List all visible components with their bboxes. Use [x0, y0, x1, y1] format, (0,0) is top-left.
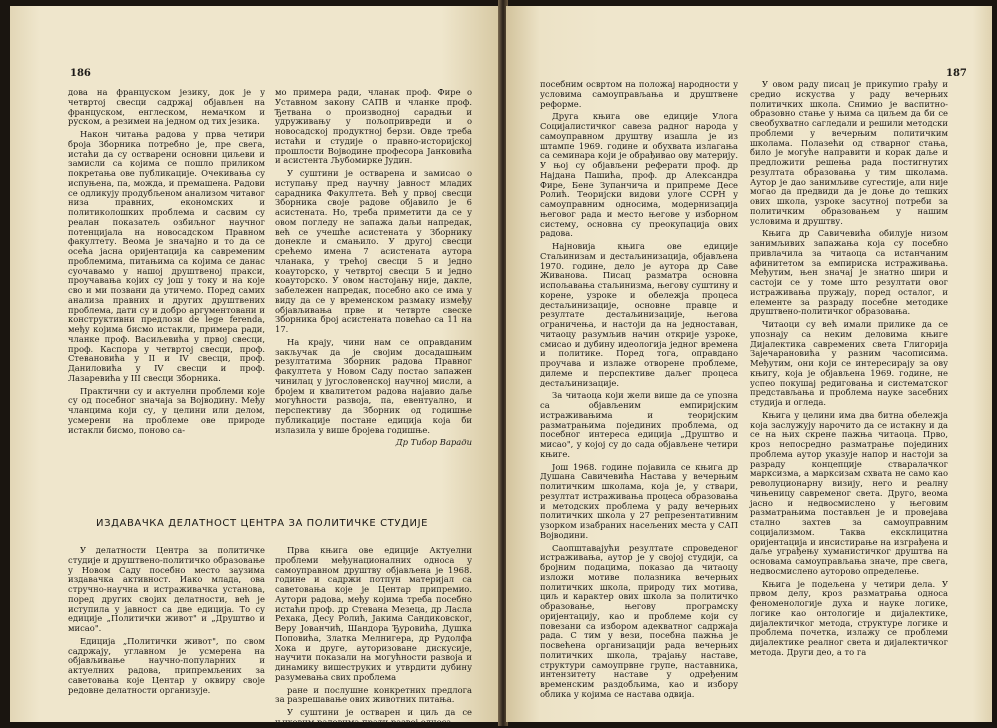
- paragraph: Читаоци су већ имали прилике да се упознају са неким деловима књиге Дијалектика савремених света Глигорија Зајечарановића у разним часописима. Међутим, они који се интересирају за ову књигу, која је објављена 1969. године, не успео покушај редиговања и систематског представљања и проблема науке засебних студија и огледа.: [750, 319, 948, 407]
- paragraph: У суштини је остварена и замисао о иступању пред научну јавност младих сарадника Факултета. Већ у првој свесци Зборника своје радове објавило је 6 асистената. Но, треба приметити да се у овом погледу не запажа даљи напредак, већ се учешће асистената у Зборнику донекле и смањило. У другој свесци срећемо имена 7 асистената аутора чланака, у трећој свесци 5 и једно коауторско, у четвртој свесци 5 и једно коауторско. У овом настојању није, дакле, забележен напредак, посебно ако се има у виду да се у временском размаку између објављивања прве и четврте свеске Зборника број асистената повећао са 11 на 17.: [275, 168, 472, 334]
- paragraph: дова на француском језику, док је у четвртој свесци садржај објављен на француском, енглеском, немачком и руском, а резимеи на једном од тих језика.: [68, 87, 265, 127]
- paragraph: Након читања радова у прва четири броја Зборника потребно је, пре свега, истаћи да су остварени основни циљеви и замисли са којима се пошло приликом покретања ове публикације. Очекивања су испуњена, па, можда, и премашена. Радови се одликују продубљеном анализом читавог низа правних, економских и политиколошких проблема и сасвим су реалан показатељ озбиљног научног потенцијала на новосадском Правном факултету. Веома је значајно и то да се осећа јасна оријентација ка савременим проблемима, питањима са којима се данас суочавамо у нашој друштвеној пракси, проучавања којих су још у току и на које сво и ми позвани да утичемо. Поред самих анализа правних и других друштвених проблема, дати су и добро аргументовани и конструктивни предлози de lege ferenda, међу којима бисмо истакли, примера ради, чланке проф. Васиљевића у првој свесци, проф. Каспора у четвртој свесци, проф. Стевановића у II и IV свесци, проф. Даниловића у IV свесци и проф. Лазаревића у III свесци Зборника.: [68, 129, 265, 383]
- left-top-column-2: [275, 88, 472, 493]
- paragraph: Књига др Савичевића обилује низом занимљивих запажања која су посебно привлачила за читаоца са истанчаним афинитетом за емпириска истраживања. Међутим, њен значај је знатно шири и састоји се у томе што резултати овог истраживања пружају, поред осталог, и елементе за разраду посебне методике друштвено-политичког образовања.: [750, 228, 948, 317]
- paragraph: мо примера ради, чланак проф. Фире о Уставном закону САПВ и чланке проф. Ђетвана о производној сарадњи и удруживању у пољопривреди и о новосадској продуктној берзи. Овде треба истаћи и студије о правно-историјској прошлости Војводине професора Јанковића и асистента Љубомирке Јудин.: [275, 87, 472, 166]
- paragraph: Још 1968. године појавила се књига др Душана Савичевића Настава у вечерњим политичким школама, која је, у ствари, резултат истраживања процеса образовања и методских проблема у раду вечерњих политичких школа у 27 репрезентативним узорком изабраних насељених места у САП Војводини.: [540, 461, 738, 540]
- left-top-column-1: [68, 88, 265, 493]
- right-column-1: [540, 80, 738, 716]
- paragraph: Прва књига ове едиције Актуелни проблеми међунационалних односа у самоуправном друштву објављена је 1968. године и садржи потпун материјал са саветовања које је Центар припремио. Аутори радова, међу којима треба посебно истаћи проф. др Стевана Мезеца, др Ласла Рехака, Десу Ролић, Јакима Сандиковског, Веру Јованчић, Шандора Ђуровића, Душка Поповића, Златка Мелнигера, др Рудолфа Хока и друге, ауторизоване дискусије, научити показали на могућности развоја и динамику вишеструких и утврдити дубину разумевања свих проблема: [275, 545, 472, 682]
- left-page: [10, 6, 500, 727]
- paragraph: Друга књига ове едиције Улога Социјалистичког савеза радног народа у самоуправном друштву изашла је из штампе 1969. године и обухвата излагања са семинара који је обрађивао ову материју. У њој су објављени реферати проф. др Најдана Пашића, проф. др Александра Фире, Бене Зупанчича и припреме Десе Ролић. Теоријски видови улоге ССРН у самоуправним односима, модернизација његовог рада и место његове у изборном систему, основна су преокупација ових радова.: [540, 111, 738, 239]
- paragraph: У делатности Центра за политичке студије и друштвено-политичко образовање у Новом Саду посебно место заузима издавачка активност. Иако млада, ова стручно-научна и истраживачка установа, поред других својих делатности, већ је иступила у јавност са две едиција. То су едиције „Политички живот" и „Друштво и мисао".: [68, 545, 265, 633]
- page-number: 187: [946, 68, 967, 79]
- paragraph: Књига је подељена у четири дела. У првом делу, кроз разматрања односа феноменологије духа и науке логике, логике као онтологије и дијалектике, дијалектичког метода, структуре логике и проблема почетка, излажу се проблеми дијалектике реалног света и дијалектичког метода. Други део, а то га: [750, 578, 948, 657]
- section-heading: ИЗДАВАЧКА ДЕЛАТНОСТ ЦЕНТРА ЗА ПОЛИТИЧКЕ СТУДИЈЕ: [96, 518, 429, 529]
- paragraph: Најновија књига ове едиције Стаљинизам и дестаљинизација, објављена 1970. године, дело је аутора др Саве Живанова. Писац разматра основна испољавања стаљинизма, његову суштину и корене, узроке и обележја процеса дестаљинизације, основне правце и резултате дестаљинизације, његова ограничења, и настоји да на једноставан, читаоцу разумљив начин открије узроке, смисао и дубину идеологија једног времена и политике. Поред тога, оправдано проучава и излаже отворене проблеме, дилеме и перспективе даљег процеса дестаљинизације.: [540, 241, 738, 388]
- paragraph: Едиција „Политички живот", по свом садржају, углавном је усмерена на објављивање научно-популарних и актуелних радова, припремљених за саветовања које Центар у оквиру своје редовне делатности организује.: [68, 635, 265, 695]
- right-column-2: [750, 80, 948, 716]
- paragraph: посебним освртом на положај народности у условима самоуправљања и друштвене реформе.: [540, 79, 738, 109]
- paragraph: У суштини је остварен и циљ да се њиховим радовима прати развој односа: [275, 707, 472, 727]
- paragraph: Практични су и актуелни проблеми које су од посебног значаја за Војводину. Међу чланцима који су, у целини или делом, усмерени на проблеме ове природе истакли бисмо, поново са-: [68, 385, 265, 435]
- paragraph: Саопштавајући резултате спроведеног истраживања, аутор је у својој студији, са бројним подацима, показао да читаоцу изложи мотиве полазника вечерњих политичких школа, природу тих мотива, циљ и карактер ових школа за политичко образовање, његову програмску оријентацију, као и проблеме који су повезани са избором адекватног садржаја рада. С тим у вези, посебна пажња је посвећена организацији рада вечерњих политичких школа, трајању наставе, структури самоупрвне групе, наставника, интензитету наставе у одређеним временским раздобљима, као и избору облика у којима се настава одвија.: [540, 542, 738, 699]
- left-bottom-column-2: [275, 545, 472, 727]
- page-number: 186: [70, 68, 91, 79]
- paragraph: У овом раду писац је прикупио грађу и средио искуства у раду вечерњих политичких школа. Снимио је васпитно-образовно стање у њима са циљем да би се свеобухватно сагледали и решили методски проблеми у вечерњим политичким школама. Полазећи од стварног стања, било је могуће направити и корак даље и предложити решења рада постигнутих резултата образовања у тим школама. Аутор је дао занимљиве сугестије, али није могао да предвиди да је доње до тешких ових школа, узроке засутној потреби за политичким образовањем у нашим условима и друштву.: [750, 79, 948, 226]
- paragraph: На крају, чини нам се оправданим закључак да је својим досадашњим резултатима Зборник радова Правног факултета у Новом Саду постао запажен чинилац у југословенској научној мисли, а бројем и квалитетом радова најавио даље могућности развоја, па, евентуално, и перспективу да Зборник од годишње публикације постане едиција која би излазила у више бројева годишње.: [275, 336, 472, 435]
- left-bottom-column-1: [68, 546, 265, 714]
- paragraph: За читаоца који жели више да се упозна са објављеним емпиријским истраживањима и теоријским разматрањима појединих проблема, од посебног интереса едиција „Друштво и мисао", у којој су до сада објављене четири књиге.: [540, 390, 738, 459]
- paragraph: ране и послушне конкретних предлога за разрешавање ових животних питања.: [275, 684, 472, 705]
- paragraph: Књига у целини има два битна обележја која заслужују нарочито да се истакну и да се на њих скрене пажња читаоца. Прво, кроз непосредно разматрање појединих проблема аутор указује напор и настоји за разраду концепције стваралачког марксизма, а марксизам схвата не само као револуционарну визију, него и реалну чињеницу савременог света. Друго, веома јасно и недвосмислено у његовим разматрањима постављен је и провејава стално захтев за самоуправним социјализмом. Таква ексклицитна оријентација и инсистирање на изграђена и даље уграђењу хуманистичког друштва на основама самоуправљања значе, пре свега, недвосмислено ауторово определење.: [750, 409, 948, 576]
- right-page: [506, 6, 992, 722]
- signature: Др Тибор Варади: [395, 437, 472, 448]
